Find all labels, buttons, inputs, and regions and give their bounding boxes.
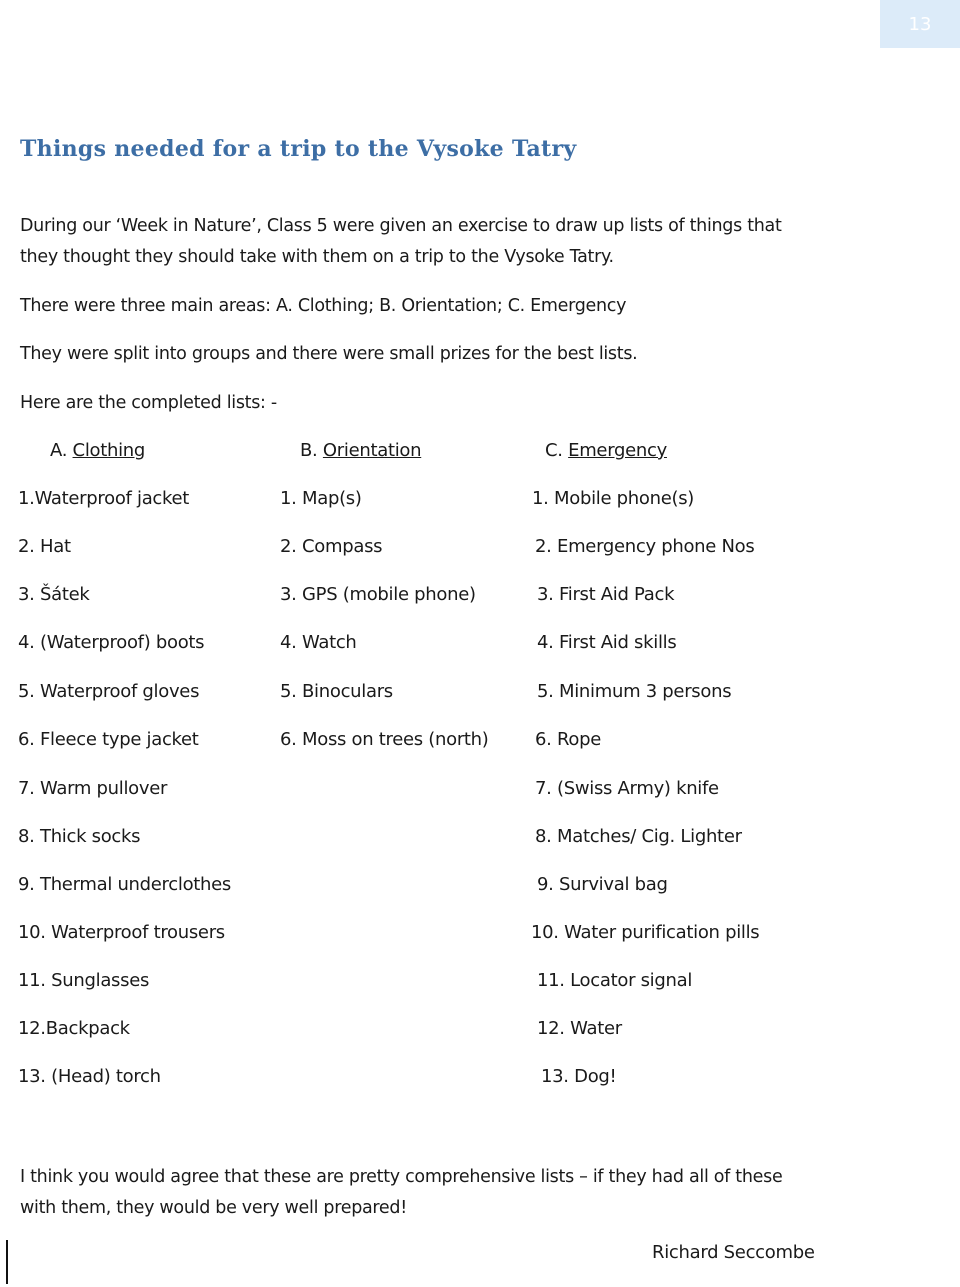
lists-line: Here are the completed lists: - [20, 393, 277, 413]
column-title-emergency: Emergency [568, 440, 667, 461]
list-item: 2. Emergency phone Nos [535, 536, 755, 557]
list-item: 10. Waterproof trousers [18, 922, 225, 943]
list-item: 8. Matches/ Cig. Lighter [535, 826, 742, 847]
intro-paragraph [20, 211, 782, 273]
list-item: 6. Moss on trees (north) [280, 729, 489, 750]
closing-line-1: I think you would agree that these are pretty comprehensive lists – if they had all of these [20, 1167, 783, 1187]
list-item: 1.Waterproof jacket [18, 488, 190, 509]
column-heading-emergency [545, 440, 667, 461]
list-item: 3. First Aid Pack [537, 584, 675, 605]
list-item: 1. Mobile phone(s) [532, 488, 695, 509]
intro-line-1: During our ‘Week in Nature’, Class 5 were given an exercise to draw up lists of things that [20, 216, 782, 236]
intro-line-2: they thought they should take with them on a trip to the Vysoke Tatry. [20, 247, 614, 267]
closing-paragraph [20, 1162, 820, 1224]
list-item: 4. (Waterproof) boots [18, 632, 205, 653]
list-item: 12. Water [537, 1018, 622, 1039]
list-item: 10. Water purification pills [531, 922, 760, 943]
list-item: 4. Watch [280, 632, 357, 653]
list-item: 13. Dog! [541, 1066, 617, 1087]
list-item: 2. Hat [18, 536, 71, 557]
closing-line-2: with them, they would be very well prepared! [20, 1198, 407, 1218]
list-item: 9. Thermal underclothes [18, 874, 231, 895]
list-item: 8. Thick socks [18, 826, 141, 847]
column-heading-orientation [300, 440, 421, 461]
author-signature: Richard Seccombe [652, 1242, 815, 1263]
areas-line: There were three main areas: A. Clothing; B. Orientation; C. Emergency [20, 296, 627, 316]
groups-line: They were split into groups and there were small prizes for the best lists. [20, 344, 638, 364]
list-item: 11. Locator signal [537, 970, 693, 991]
list-item: 13. (Head) torch [18, 1066, 161, 1087]
column-title-orientation: Orientation [322, 440, 422, 461]
page-title: Things needed for a trip to the Vysoke Tatry [20, 136, 577, 162]
margin-line [6, 1240, 8, 1284]
list-item: 1. Map(s) [280, 488, 362, 509]
list-item: 2. Compass [280, 536, 383, 557]
list-item: 7. (Swiss Army) knife [535, 778, 719, 799]
column-prefix-b: B. [300, 440, 318, 461]
list-item: 12.Backpack [18, 1018, 130, 1039]
list-item: 4. First Aid skills [537, 632, 677, 653]
list-item: 5. Binoculars [280, 681, 393, 702]
list-item: 5. Minimum 3 persons [537, 681, 732, 702]
list-item: 9. Survival bag [537, 874, 668, 895]
column-prefix-c: C. [545, 440, 563, 461]
list-item: 6. Fleece type jacket [18, 729, 199, 750]
column-heading-clothing [50, 440, 145, 461]
list-item: 11. Sunglasses [18, 970, 150, 991]
list-item: 7. Warm pullover [18, 778, 168, 799]
list-item: 6. Rope [535, 729, 602, 750]
list-item: 5. Waterproof gloves [18, 681, 200, 702]
list-item: 3. GPS (mobile phone) [280, 584, 476, 605]
column-title-clothing: Clothing [72, 440, 146, 461]
list-item: 3. Šátek [18, 584, 90, 605]
page-number: 13 [880, 0, 960, 48]
column-prefix-a: A. [50, 440, 68, 461]
